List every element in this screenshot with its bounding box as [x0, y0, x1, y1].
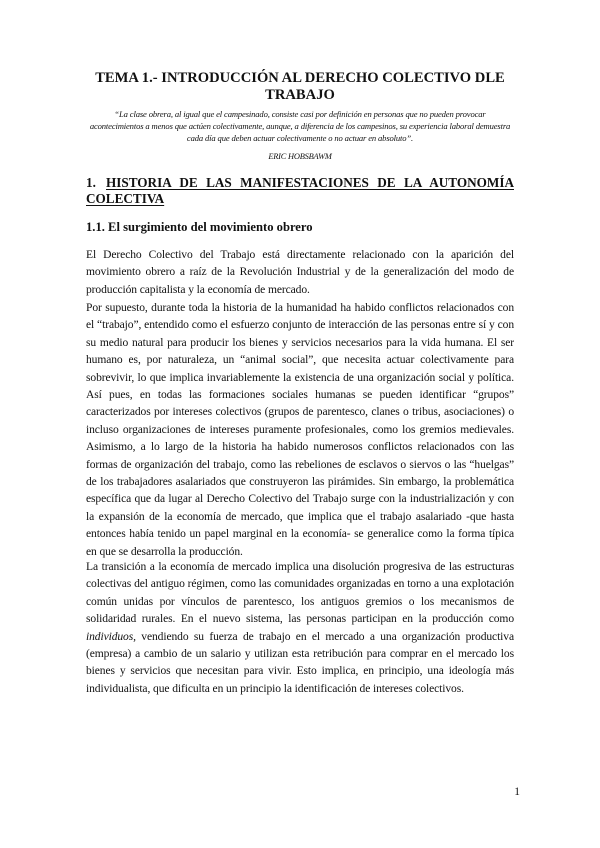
body-paragraph: El Derecho Colectivo del Trabajo está directamente relacionado con la aparición del movimiento obrero a raíz de la Revolución Industrial y de la generalización del modo de producción capitalista y la economía de mercado.: [86, 249, 514, 296]
paragraph-text: vendiendo su fuerza de trabajo en el mercado a una organización productiva (empresa) a cambio de un salario y utilizan esta retribución para comprar en el mercado los bienes y servicios que necesitan para vivir. Esto implica, en principio, una ideología más individualista, que dificulta en un principio la identificación de intereses colectivos.: [86, 630, 514, 695]
paragraph-text: La transición a la economía de mercado implica una disolución progresiva de las estructuras colectivas del antiguo régimen, como las comunidades organizadas en torno a una explotación común unidas por vínculos de parentesco, los antiguos gremios o los mecanismos de solidaridad rurales. En el nuevo sistema, las personas participan en la producción como: [86, 561, 514, 626]
epigraph-author: ERIC HOBSBAWM: [268, 152, 332, 161]
page-number: 1: [514, 786, 520, 798]
document-title: TEMA 1.- INTRODUCCIÓN AL DERECHO COLECTIVO DLE TRABAJO: [95, 70, 505, 103]
epigraph-quote: “La clase obrera, al igual que el campesinado, consiste casi por definición en personas que no pueden provocar acontecimientos a menos que actúen colectivamente, aunque, a diferencia de los campesinos, su experiencia laboral demuestra cada día que deben actuar colectivamente o no actuar en absoluto”.: [89, 109, 511, 143]
emphasized-word: individuos,: [86, 630, 136, 643]
body-paragraph: Por supuesto, durante toda la historia de la humanidad ha habido conflictos relacionados con el “trabajo”, entendido como el esfuerzo conjunto de interacción de las personas entre sí y con su medio natural para producir los bienes y servicios necesarios para la vida humana. El ser humano es, por naturaleza, un “animal social”, que necesita actuar colectivamente para sobrevivir, lo que implica invariablemente la existencia de una organización social y política. Así pues, en todas las formaciones sociales humanas se pueden identificar “grupos” caracterizados por intereses colectivos (grupos de parentesco, clanes o tribus, asociaciones) o incluso organizaciones de intereses puramente profesionales, como los gremios medievales. Asimismo, a lo largo de la historia ha habido numerosos conflictos relacionados con las formas de organización del trabajo, como las rebeliones de esclavos o siervos o las “huelgas” de los trabajadores asalariados que construyeron las pirámides. Sin embargo, la problemática específica que da lugar al Derecho Colectivo del Trabajo surge con la industrialización y con la expansión de la economía de mercado, que implica que el trabajo asalariado -que hasta entonces había tenido un papel marginal en la economía- se generalice como la forma típica en que se desarrolla la producción.: [86, 302, 514, 558]
section-title: HISTORIA DE LAS MANIFESTACIONES DE LA AUTONOMÍA COLECTIVA: [86, 175, 514, 206]
section-heading: [86, 175, 514, 207]
section-number: 1.: [86, 175, 96, 190]
subsection-heading: 1.1. El surgimiento del movimiento obrero: [86, 220, 313, 234]
body-paragraph: [86, 559, 514, 698]
